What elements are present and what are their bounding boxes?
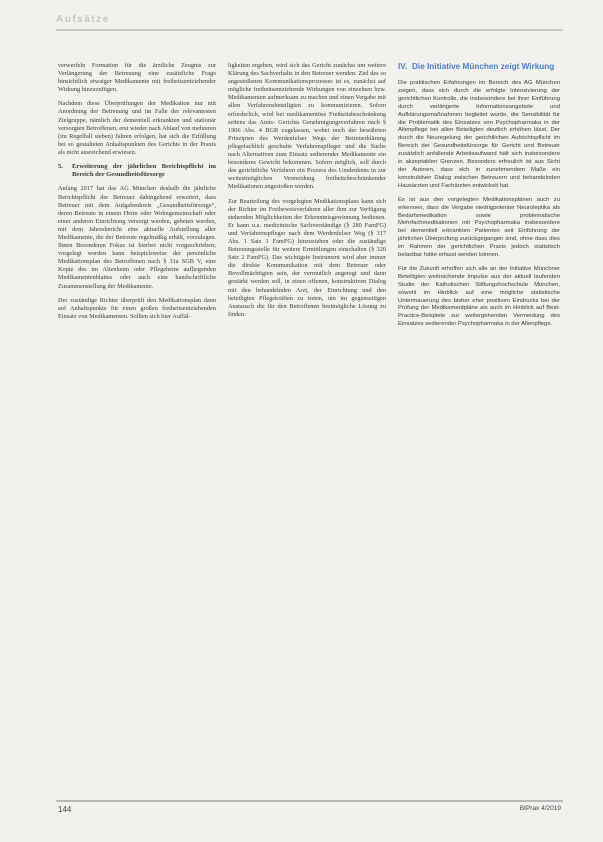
column-right <box>398 62 560 782</box>
page-number: 144 <box>58 805 72 814</box>
paragraph: Es ist aus den vorgelegten Medikationsplänen auch zu erkennen, dass die Vergabe niedrigpotenter Neuroleptika als Bedarfsmedikation sowie problematische Mehrfachmedikationen mit Psychopharmaka insbesondere bei dementiell erkrankten Patienten seit Einführung der jährlichen Überprüfung zurückgegangen sind, ohne dass dies im Rahmen der gerichtlichen Praxis jedoch statistisch belastbar hätte erfasst werden können. <box>398 196 560 259</box>
column-left <box>58 62 216 782</box>
subsection-heading <box>58 163 216 179</box>
column-middle <box>228 62 386 782</box>
heading-text: Erweiterung der jährlichen Berichtspflicht im Bereich der Gesundheitsfürsorge <box>72 163 216 179</box>
section-heading <box>398 62 560 72</box>
paragraph: Die praktischen Erfahrungen im Bereich des AG München zeigen, dass sich durch die erfolgte Intensivierung der gerichtlichen Kontrolle, die insbesondere bei ihrer Einführung durch verlängerte Informationsangebote und Aufklärungsmaßnahmen begleitet wurde, die Sensibilität für die Problematik des Einsatzes von Psychopharmaka in der Altenpflege bei allen Beteiligten deutlich erhöhen lässt. Der durch die Neuregelung der gerichtlichen Aufsichtspflicht im Bereich der Gesundheitsfürsorge für Gericht und Betreuer zusätzlich anfallende Arbeitsaufwand hält sich insbesondere in akzeptablen Grenzen. Besonders erfreulich ist aus Sicht der Autoren, dass sich in zunehmendem Maße ein konstruktiver Dialog zwischen Betreuern und behandelnden Hausärzten und Fachärzten entwickelt hat. <box>398 80 560 189</box>
paragraph: verwerfeln Formation für die ärztliche Zeugnis zur Verlängerung der Betreuung eine zusätzliche Frage hinsichtlich etwaiger Medikamente mit freiheitsentziehender Wirkung hinzuzufügen. <box>58 62 216 94</box>
text-block <box>398 80 560 329</box>
paragraph: Anfang 2017 hat das AG München deshalb die jährliche Berichtspflicht der Betreuer dahingehend erweitert, dass Betreuer mit dem Aufgabenkreis „Gesundheitsfürsorge“, deren Betreute in einem Heim oder Wohngemeinschaft oder einer anderen Einrichtung versorgt werden, gebeten werden, mit dem Jahresbericht eine aktuelle Aufstellung aller Medikamente, die der Betreute regelmäßig erhält, vorzulegen. Ihnen Besonderen Fokus ist hierbei nicht vorgeschrieben; vorgelegt werden kann beispielsweise der persönliche Medikationsplan des Betroffenen nach § 31a SGB V, eine Kopie des im Altenheim oder Pflegeheim aufliegenden Medikamentenblattes oder auch eine handschriftliche Zusammenstellung der Medikamente. <box>58 185 216 290</box>
heading-number: 5. <box>58 163 63 171</box>
footer-rule <box>56 800 563 802</box>
paragraph: Zur Beurteilung des vorgelegten Medikationsplans kann sich der Richter im Freibeweisverfahren aller ihm zur Verfügung stehenden Möglichkeiten der Erkenntnisgewinnung bedienen. Er kann u.a. medizinische Sachverständige (§ 280 FamFG) und Verfahrenspfleger nach dem Werdenfelser Weg (§ 317 Abs. 1 Satz 1 FamFG) hinzuziehen oder die zuständige Betreuungsstelle für weitere Ermittlungen einschalten (§ 320 Satz 2 FamFG). Das wichtigste Instrument wird aber immer die direkte Kommunikation mit dem Betreuer oder Bevollmächtigten sein, der vermutlich angeregt und dann gestärkt werden soll, in einen offenen, konstruktiven Dialog mit den behandelnden Arzt, der Einrichtung und den beteiligten Pflegekräften zu treten, um im gegenseitigen Austausch die für den Betroffenen bestmögliche Lösung zu finden. <box>228 197 386 318</box>
paragraph: ligkeiten ergeben, wird sich das Gericht zunächst um weitere Klärung des Sachverhalts in den Betreuer wenden. Ziel des so angestoßenen Kommunikationsprozesses ist es, zunächst auf mögliche freiheitsentziehende Wirkungen von einzelnen bzw. Medikamenten aufmerksam zu machen und einen Vergabe mit allen Verfahrensbeteiligten zu kommunizieren. Sofern erforderlich, wird bei medikamentöse Freiheitsbeschränkung seitens das Amts- Gerichts Genehmigungsverfahren nach § 1906 Abs. 4 BGB zugelassen, wobei noch der bewährten Prinzipien des Werdenfelser Wegs der Betreuerklärung pflegefachlich geschulte Verfahrenspfleger und die Suche nach Alternativen zum Einsatz sedierender Medikamente ein besonderes Gewicht bekommen. Sofern möglich, soll durch das gerichtliche Verfahren ein Prozess des Umdenkens in zur weitestmöglichen Vermeidung freiheitsbeschränkender Medikationen angestoßen werden. <box>228 62 386 191</box>
paragraph: Nachdem diese Überprüfungen der Medikation nur mit Anordnung der Betreuung und im Falle der relevantesten Zielgruppe, nämlich der dementiell erkrankten und stationär versorgten Betroffenen, erst wieder nach Ablauf von mehreren (im Regelfall sieben) Jahren erfolgen, hat sich die Erfüllung bei so gestalteten Anhaltspunkten des Gerichts in der Praxis als nicht ausreichend erwiesen. <box>58 100 216 156</box>
journal-reference: BtPrax 4/2019 <box>519 805 561 812</box>
header-rule <box>56 29 563 31</box>
heading-text: Die Initiative München zeigt Wirkung <box>412 62 555 71</box>
paragraph: Für die Zukunft erhoffen sich alle an der Initiative Münchner Beteiligten weitreichende Impulse aus der aktuell laufenden Studie der Katholischen Stiftungshochschule München, sowohl im Hinblick auf eine mögliche statistische Untermauerung des bisher eher positiven Eindrucks bei der Prüfung der Medikamentpläne als auch im Hinblick auf Best-Practice-Beispiele zur weitergehenden Vermeidung des Einsatzes sedierender Psychopharmaka in der Altenpflege. <box>398 265 560 328</box>
heading-number: IV. <box>398 62 408 71</box>
section-label: Aufsätze <box>56 14 110 25</box>
paragraph: Der zuständige Richter überprüft den Medikationsplan dann auf Anhaltspunkte für einen großen freiheitsentziehenden Einsatz von Medikamenten. Sollten sich hier Auffäl- <box>58 296 216 320</box>
